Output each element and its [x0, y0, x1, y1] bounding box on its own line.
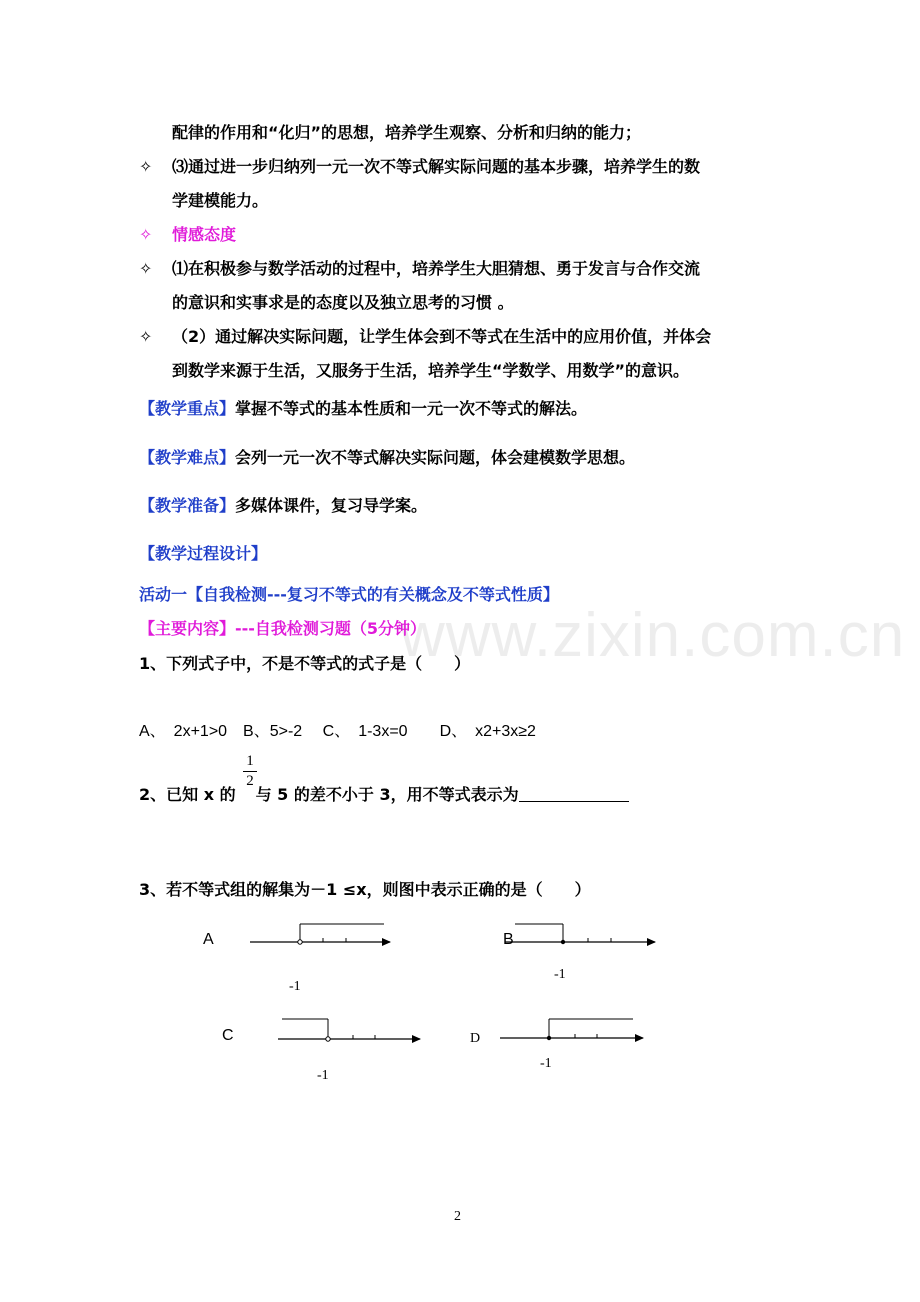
activity-heading: 活动一【自我检测---复习不等式的有关概念及不等式性质】	[139, 585, 559, 604]
option-c-minus-one: -1	[317, 1068, 329, 1083]
emotion-line-2: （2）通过解决实际问题，让学生体会到不等式在生活中的应用价值，并体会	[172, 327, 712, 346]
bullet-icon: ✧	[139, 259, 153, 278]
question-2-pre: 2、已知 x 的	[139, 785, 236, 804]
question-3-stem: 3、若不等式组的解集为－1 ≤x，则图中表示正确的是（ ）	[139, 880, 591, 899]
option-a-minus-one: -1	[289, 979, 301, 994]
process-heading: 【教学过程设计】	[139, 544, 268, 563]
option-d-number-line	[470, 1019, 643, 1071]
objective-line-3-continued: 学建模能力。	[172, 191, 269, 210]
difficulty-label: 【教学难点】	[139, 448, 236, 467]
difficulty-text: 会列一元一次不等式解决实际问题，体会建模数学思想。	[235, 448, 636, 467]
page-number: 2	[454, 1209, 461, 1224]
emotion-line-1: ⑴在积极参与数学活动的过程中，培养学生大胆猜想、勇于发言与合作交流	[172, 259, 701, 278]
option-b-label: B	[503, 931, 514, 948]
key-point-text: 掌握不等式的基本性质和一元一次不等式的解法。	[235, 399, 588, 418]
emotion-line-1-continued: 的意识和实事求是的态度以及独立思考的习惯 。	[172, 293, 514, 312]
preparation-text: 多媒体课件，复习导学案。	[235, 496, 428, 515]
main-content-heading: 【主要内容】---自我检测习题（5分钟）	[139, 619, 427, 638]
preparation-label: 【教学准备】	[139, 496, 236, 515]
question-1-stem: 1、下列式子中，不是不等式的式子是（ ）	[139, 654, 471, 673]
bullet-icon: ✧	[139, 225, 153, 244]
option-c-label: C	[222, 1027, 234, 1044]
bullet-icon: ✧	[139, 327, 153, 346]
question-1-options: A、 2x+1>0 B、5>-2 C、 1-3x=0 D、 x2+3x≥2	[139, 723, 536, 740]
watermark: www.zixin.com.cn	[400, 601, 906, 670]
key-point-label: 【教学重点】	[139, 399, 236, 418]
option-a-label: A	[203, 931, 214, 948]
question-2-post: 与 5 的差不小于 3，用不等式表示为	[255, 785, 519, 804]
fraction-denominator: 2	[246, 773, 254, 789]
bullet-icon: ✧	[139, 157, 153, 176]
option-a-number-line	[203, 924, 390, 994]
emotion-line-2-continued: 到数学来源于生活，又服务于生活，培养学生“学数学、用数学”的意识。	[172, 361, 690, 380]
objective-line-2-continued: 配律的作用和“化归”的思想，培养学生观察、分析和归纳的能力；	[172, 123, 642, 142]
objective-line-3: ⑶通过进一步归纳列一元一次不等式解实际问题的基本步骤，培养学生的数	[172, 157, 701, 176]
option-d-minus-one: -1	[540, 1056, 552, 1071]
option-c-number-line	[222, 1019, 420, 1083]
fraction-numerator: 1	[246, 753, 254, 769]
option-b-number-line	[503, 924, 655, 982]
option-b-minus-one: -1	[554, 967, 566, 982]
option-d-label: D	[470, 1031, 481, 1046]
emotion-heading: 情感态度	[172, 225, 237, 244]
